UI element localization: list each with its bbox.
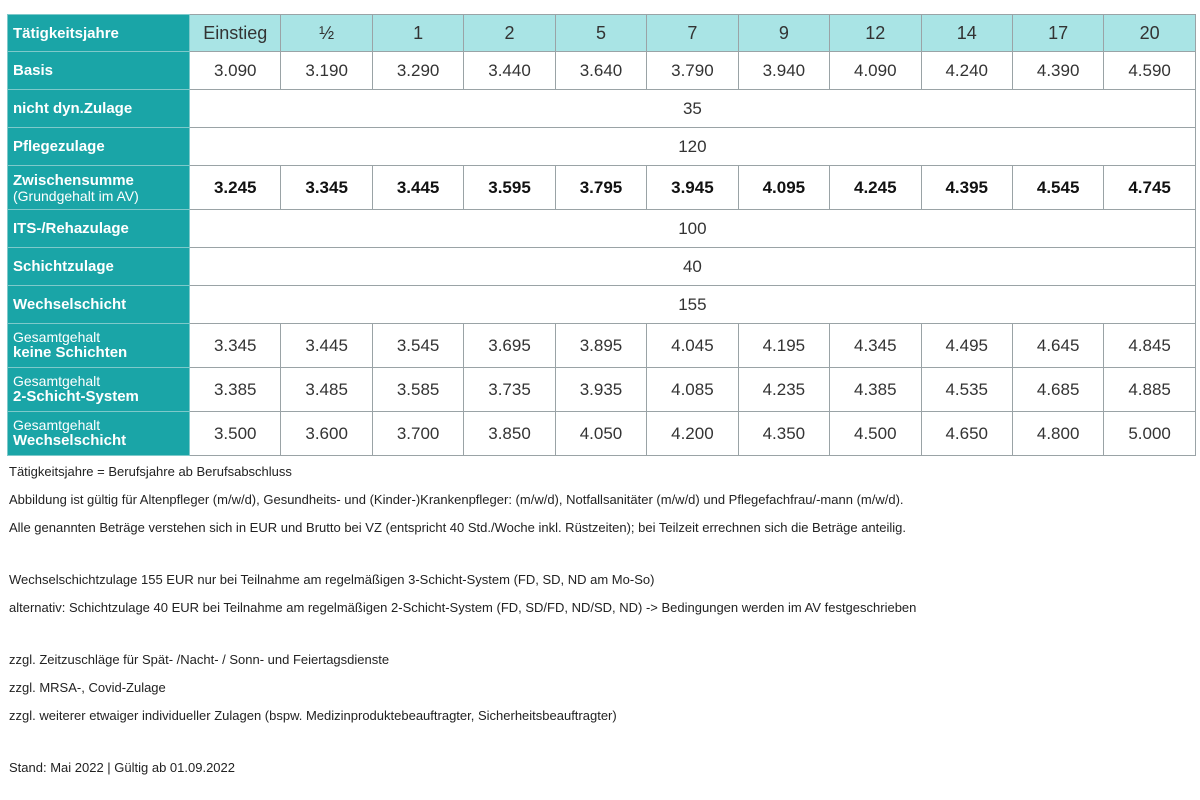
nicht-dyn-row <box>8 90 1196 128</box>
value-cell: 3.290 <box>372 52 463 90</box>
value-cell: 3.345 <box>190 324 281 368</box>
row-label-bottom: Wechselschicht <box>13 432 127 449</box>
row-label-top: Gesamtgehalt <box>13 373 101 389</box>
value-cell: 4.240 <box>921 52 1012 90</box>
value-cell: 4.095 <box>738 166 829 210</box>
row-label: Wechselschicht <box>8 286 190 324</box>
row-label-bottom: keine Schichten <box>13 344 128 361</box>
value-cell: 4.195 <box>738 324 829 368</box>
value-cell: 4.545 <box>1012 166 1103 210</box>
value-cell: 4.235 <box>738 368 829 412</box>
note-line: Wechselschichtzulage 155 EUR nur bei Teilnahme am regelmäßigen 3-Schicht-System (FD, SD, ND am Mo-So) <box>9 572 655 587</box>
row-label-bottom: 2-Schicht-System <box>13 388 139 405</box>
value-cell: 3.735 <box>464 368 555 412</box>
header-cell: 14 <box>921 15 1012 52</box>
stand-line: Stand: Mai 2022 | Gültig ab 01.09.2022 <box>9 760 235 775</box>
gesamt-wechsel-row <box>8 412 1196 456</box>
value-cell: 5.000 <box>1104 412 1195 456</box>
value-cell: 4.350 <box>738 412 829 456</box>
value-cell: 4.395 <box>921 166 1012 210</box>
spacer <box>9 734 1189 758</box>
header-cell: 5 <box>555 15 646 52</box>
row-label: Basis <box>8 52 190 90</box>
merged-value-cell: 35 <box>190 90 1196 128</box>
row-label: nicht dyn.Zulage <box>8 90 190 128</box>
value-cell: 4.390 <box>1012 52 1103 90</box>
value-cell: 3.795 <box>555 166 646 210</box>
value-cell: 4.845 <box>1104 324 1195 368</box>
row-label <box>8 166 190 210</box>
value-cell: 3.600 <box>281 412 372 456</box>
value-cell: 3.545 <box>372 324 463 368</box>
row-label: Schichtzulage <box>8 248 190 286</box>
value-cell: 4.685 <box>1012 368 1103 412</box>
value-cell: 3.790 <box>647 52 738 90</box>
row-label-sub: (Grundgehalt im AV) <box>13 187 139 204</box>
value-cell: 3.245 <box>190 166 281 210</box>
header-cell: Einstieg <box>190 15 281 52</box>
value-cell: 3.640 <box>555 52 646 90</box>
value-cell: 3.190 <box>281 52 372 90</box>
value-cell: 4.800 <box>1012 412 1103 456</box>
value-cell: 4.345 <box>830 324 921 368</box>
value-cell: 4.085 <box>647 368 738 412</box>
header-cell: 1 <box>372 15 463 52</box>
value-cell: 3.440 <box>464 52 555 90</box>
row-label <box>8 412 190 456</box>
value-cell: 3.345 <box>281 166 372 210</box>
gesamt-keine-row <box>8 324 1196 368</box>
header-cell: 7 <box>647 15 738 52</box>
header-cell: 12 <box>830 15 921 52</box>
note-line: alternativ: Schichtzulage 40 EUR bei Teilnahme am regelmäßigen 2-Schicht-System (FD, SD/FD, ND/SD, ND) -> Bedingungen werden im AV festgeschrieben <box>9 600 917 615</box>
value-cell: 3.385 <box>190 368 281 412</box>
header-cell: 17 <box>1012 15 1103 52</box>
row-label-main: Zwischensumme <box>13 171 134 189</box>
note-line: zzgl. MRSA-, Covid-Zulage <box>9 680 166 695</box>
value-cell: 3.445 <box>372 166 463 210</box>
value-cell: 4.885 <box>1104 368 1195 412</box>
note-line: Tätigkeitsjahre = Berufsjahre ab Berufsabschluss <box>9 464 292 479</box>
merged-value-cell: 100 <box>190 210 1196 248</box>
header-cell: ½ <box>281 15 372 52</box>
header-row <box>8 15 1196 52</box>
its-row <box>8 210 1196 248</box>
value-cell: 4.650 <box>921 412 1012 456</box>
header-label: Tätigkeitsjahre <box>8 15 190 52</box>
value-cell: 3.595 <box>464 166 555 210</box>
schicht-row <box>8 248 1196 286</box>
row-label-top: Gesamtgehalt <box>13 329 101 345</box>
value-cell: 4.645 <box>1012 324 1103 368</box>
value-cell: 3.445 <box>281 324 372 368</box>
value-cell: 3.090 <box>190 52 281 90</box>
basis-row <box>8 52 1196 90</box>
value-cell: 4.495 <box>921 324 1012 368</box>
pflegezulage-row <box>8 128 1196 166</box>
header-cell: 9 <box>738 15 829 52</box>
value-cell: 4.385 <box>830 368 921 412</box>
value-cell: 3.850 <box>464 412 555 456</box>
note-line: zzgl. Zeitzuschläge für Spät- /Nacht- / Sonn- und Feiertagsdienste <box>9 652 390 667</box>
header-cell: 20 <box>1104 15 1195 52</box>
note-line: Abbildung ist gültig für Altenpfleger (m/w/d), Gesundheits- und (Kinder-)Krankenpfleger: (m/w/d), Notfallsanitäter (m/w/d) und Pflegefachfrau/-mann (m/w/d). <box>9 492 904 507</box>
value-cell: 4.500 <box>830 412 921 456</box>
wechsel-row <box>8 286 1196 324</box>
value-cell: 4.050 <box>555 412 646 456</box>
row-label: ITS-/Rehazulage <box>8 210 190 248</box>
row-label <box>8 324 190 368</box>
value-cell: 3.485 <box>281 368 372 412</box>
value-cell: 4.590 <box>1104 52 1195 90</box>
spacer <box>9 626 1189 650</box>
value-cell: 3.895 <box>555 324 646 368</box>
value-cell: 4.090 <box>830 52 921 90</box>
merged-value-cell: 40 <box>190 248 1196 286</box>
row-label: Pflegezulage <box>8 128 190 166</box>
row-label-top: Gesamtgehalt <box>13 417 101 433</box>
value-cell: 4.200 <box>647 412 738 456</box>
value-cell: 3.695 <box>464 324 555 368</box>
gesamt-2-row <box>8 368 1196 412</box>
row-label <box>8 368 190 412</box>
salary-table <box>7 14 1196 456</box>
merged-value-cell: 155 <box>190 286 1196 324</box>
value-cell: 3.585 <box>372 368 463 412</box>
header-cell: 2 <box>464 15 555 52</box>
value-cell: 3.940 <box>738 52 829 90</box>
note-line: zzgl. weiterer etwaiger individueller Zulagen (bspw. Medizinproduktebeauftragter, Sicherheitsbeauftragter) <box>9 708 617 723</box>
footnotes <box>9 462 1189 786</box>
note-line: Alle genannten Beträge verstehen sich in EUR und Brutto bei VZ (entspricht 40 Std./Woche inkl. Rüstzeiten); bei Teilzeit errechnen sich die Beträge anteilig. <box>9 520 907 535</box>
value-cell: 4.535 <box>921 368 1012 412</box>
spacer <box>9 546 1189 570</box>
zwischensumme-row <box>8 166 1196 210</box>
value-cell: 3.500 <box>190 412 281 456</box>
merged-value-cell: 120 <box>190 128 1196 166</box>
value-cell: 4.045 <box>647 324 738 368</box>
value-cell: 4.245 <box>830 166 921 210</box>
value-cell: 3.935 <box>555 368 646 412</box>
value-cell: 3.945 <box>647 166 738 210</box>
value-cell: 3.700 <box>372 412 463 456</box>
value-cell: 4.745 <box>1104 166 1195 210</box>
